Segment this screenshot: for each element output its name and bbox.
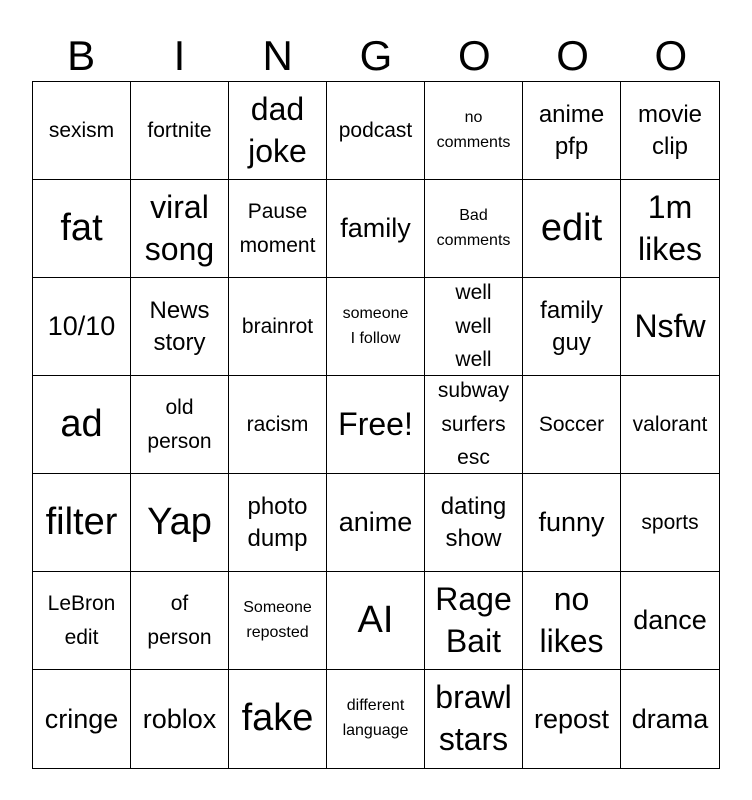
bingo-cell[interactable] — [229, 180, 327, 278]
cell-label: racism — [246, 412, 309, 436]
cell-label: edit — [540, 206, 603, 249]
header-letter: N — [262, 32, 293, 79]
bingo-cell[interactable] — [33, 82, 131, 180]
cell-label: no comments — [436, 108, 511, 151]
bingo-grid — [32, 81, 720, 769]
bingo-cell[interactable] — [523, 82, 621, 180]
bingo-cell[interactable] — [523, 572, 621, 670]
bingo-cell[interactable] — [523, 670, 621, 768]
cell-label: someone I follow — [342, 304, 409, 347]
bingo-cell[interactable] — [523, 278, 621, 376]
cell-label: brainrot — [241, 314, 314, 338]
bingo-cell[interactable] — [131, 474, 229, 572]
cell-label: Bad comments — [436, 206, 511, 249]
cell-label: Someone reposted — [243, 598, 312, 641]
header-letter: B — [67, 32, 96, 79]
bingo-cell[interactable] — [523, 180, 621, 278]
cell-label: dating show — [440, 493, 507, 552]
bingo-cell[interactable] — [229, 670, 327, 768]
cell-label: Rage Bait — [435, 580, 512, 659]
bingo-cell[interactable] — [229, 376, 327, 474]
cell-label: News story — [149, 297, 210, 356]
bingo-cell[interactable] — [229, 474, 327, 572]
cell-label: funny — [538, 507, 605, 538]
cell-label: subway surfers esc — [437, 379, 510, 470]
bingo-cell[interactable] — [425, 278, 523, 376]
bingo-cell[interactable] — [425, 376, 523, 474]
bingo-cell[interactable] — [621, 572, 719, 670]
cell-label: Soccer — [538, 412, 605, 436]
bingo-cell[interactable] — [327, 572, 425, 670]
bingo-cell[interactable] — [131, 180, 229, 278]
cell-label: brawl stars — [435, 679, 512, 757]
cell-label: roblox — [142, 703, 217, 734]
bingo-cell[interactable] — [33, 180, 131, 278]
bingo-cell[interactable] — [229, 278, 327, 376]
cell-label: anime — [338, 507, 413, 538]
cell-label: valorant — [632, 412, 708, 436]
bingo-cell[interactable] — [425, 180, 523, 278]
cell-label: movie clip — [637, 101, 703, 160]
bingo-cell[interactable] — [131, 278, 229, 376]
bingo-cell[interactable] — [425, 82, 523, 180]
header-letter: O — [457, 32, 491, 79]
bingo-cell[interactable] — [621, 376, 719, 474]
header-letter: O — [654, 32, 688, 79]
bingo-cell[interactable] — [131, 670, 229, 768]
cell-label: viral song — [144, 188, 215, 267]
cell-label: different language — [342, 697, 409, 739]
bingo-cell[interactable] — [131, 572, 229, 670]
bingo-cell[interactable] — [131, 82, 229, 180]
cell-label: 1m likes — [637, 188, 702, 267]
cell-label: LeBron edit — [47, 591, 116, 649]
bingo-cell[interactable] — [33, 474, 131, 572]
bingo-cell[interactable] — [425, 670, 523, 768]
bingo-cell[interactable] — [327, 376, 425, 474]
cell-label: Free! — [338, 405, 413, 442]
cell-label: filter — [45, 500, 118, 543]
cell-label: family guy — [540, 297, 603, 356]
cell-label: cringe — [44, 703, 119, 734]
bingo-cell[interactable] — [327, 670, 425, 768]
bingo-cell[interactable] — [33, 572, 131, 670]
cell-label: sports — [641, 510, 699, 534]
cell-label: drama — [631, 703, 709, 734]
cell-label: anime pfp — [538, 101, 605, 160]
bingo-cell[interactable] — [621, 670, 719, 768]
bingo-cell[interactable] — [621, 278, 719, 376]
cell-label: AI — [357, 598, 394, 641]
bingo-header — [32, 30, 720, 82]
cell-label: fortnite — [147, 118, 212, 142]
cell-label: well well well — [455, 281, 492, 372]
cell-label: 10/10 — [47, 311, 116, 342]
header-letter: O — [556, 32, 589, 79]
cell-label: photo dump — [247, 493, 308, 552]
header-letter: G — [359, 32, 393, 79]
bingo-cell[interactable] — [425, 474, 523, 572]
bingo-cell[interactable] — [621, 82, 719, 180]
cell-label: fake — [241, 697, 314, 740]
cell-label: repost — [533, 703, 610, 734]
bingo-cell[interactable] — [621, 180, 719, 278]
cell-label: podcast — [338, 118, 413, 142]
cell-label: ad — [60, 402, 103, 445]
cell-label: no likes — [539, 580, 604, 659]
bingo-cell[interactable] — [327, 180, 425, 278]
bingo-cell[interactable] — [327, 474, 425, 572]
cell-label: Pause moment — [239, 199, 316, 257]
bingo-cell[interactable] — [523, 376, 621, 474]
bingo-cell[interactable] — [327, 278, 425, 376]
cell-label: sexism — [48, 118, 115, 142]
cell-label: Nsfw — [634, 307, 706, 344]
header-letter: I — [173, 32, 186, 79]
bingo-cell[interactable] — [229, 572, 327, 670]
cell-label: dance — [633, 605, 707, 636]
cell-label: family — [340, 213, 411, 244]
cell-label: Yap — [147, 500, 212, 543]
cell-label: dad joke — [248, 90, 307, 169]
cell-label: of person — [147, 591, 212, 649]
bingo-cell[interactable] — [33, 376, 131, 474]
cell-label: fat — [60, 206, 103, 249]
bingo-cell[interactable] — [33, 670, 131, 768]
bingo-cell[interactable] — [229, 82, 327, 180]
bingo-cell[interactable] — [621, 474, 719, 572]
bingo-cell[interactable] — [425, 572, 523, 670]
bingo-cell[interactable] — [33, 278, 131, 376]
bingo-cell[interactable] — [327, 82, 425, 180]
cell-label: old person — [147, 395, 212, 453]
bingo-cell[interactable] — [131, 376, 229, 474]
bingo-cell[interactable] — [523, 474, 621, 572]
